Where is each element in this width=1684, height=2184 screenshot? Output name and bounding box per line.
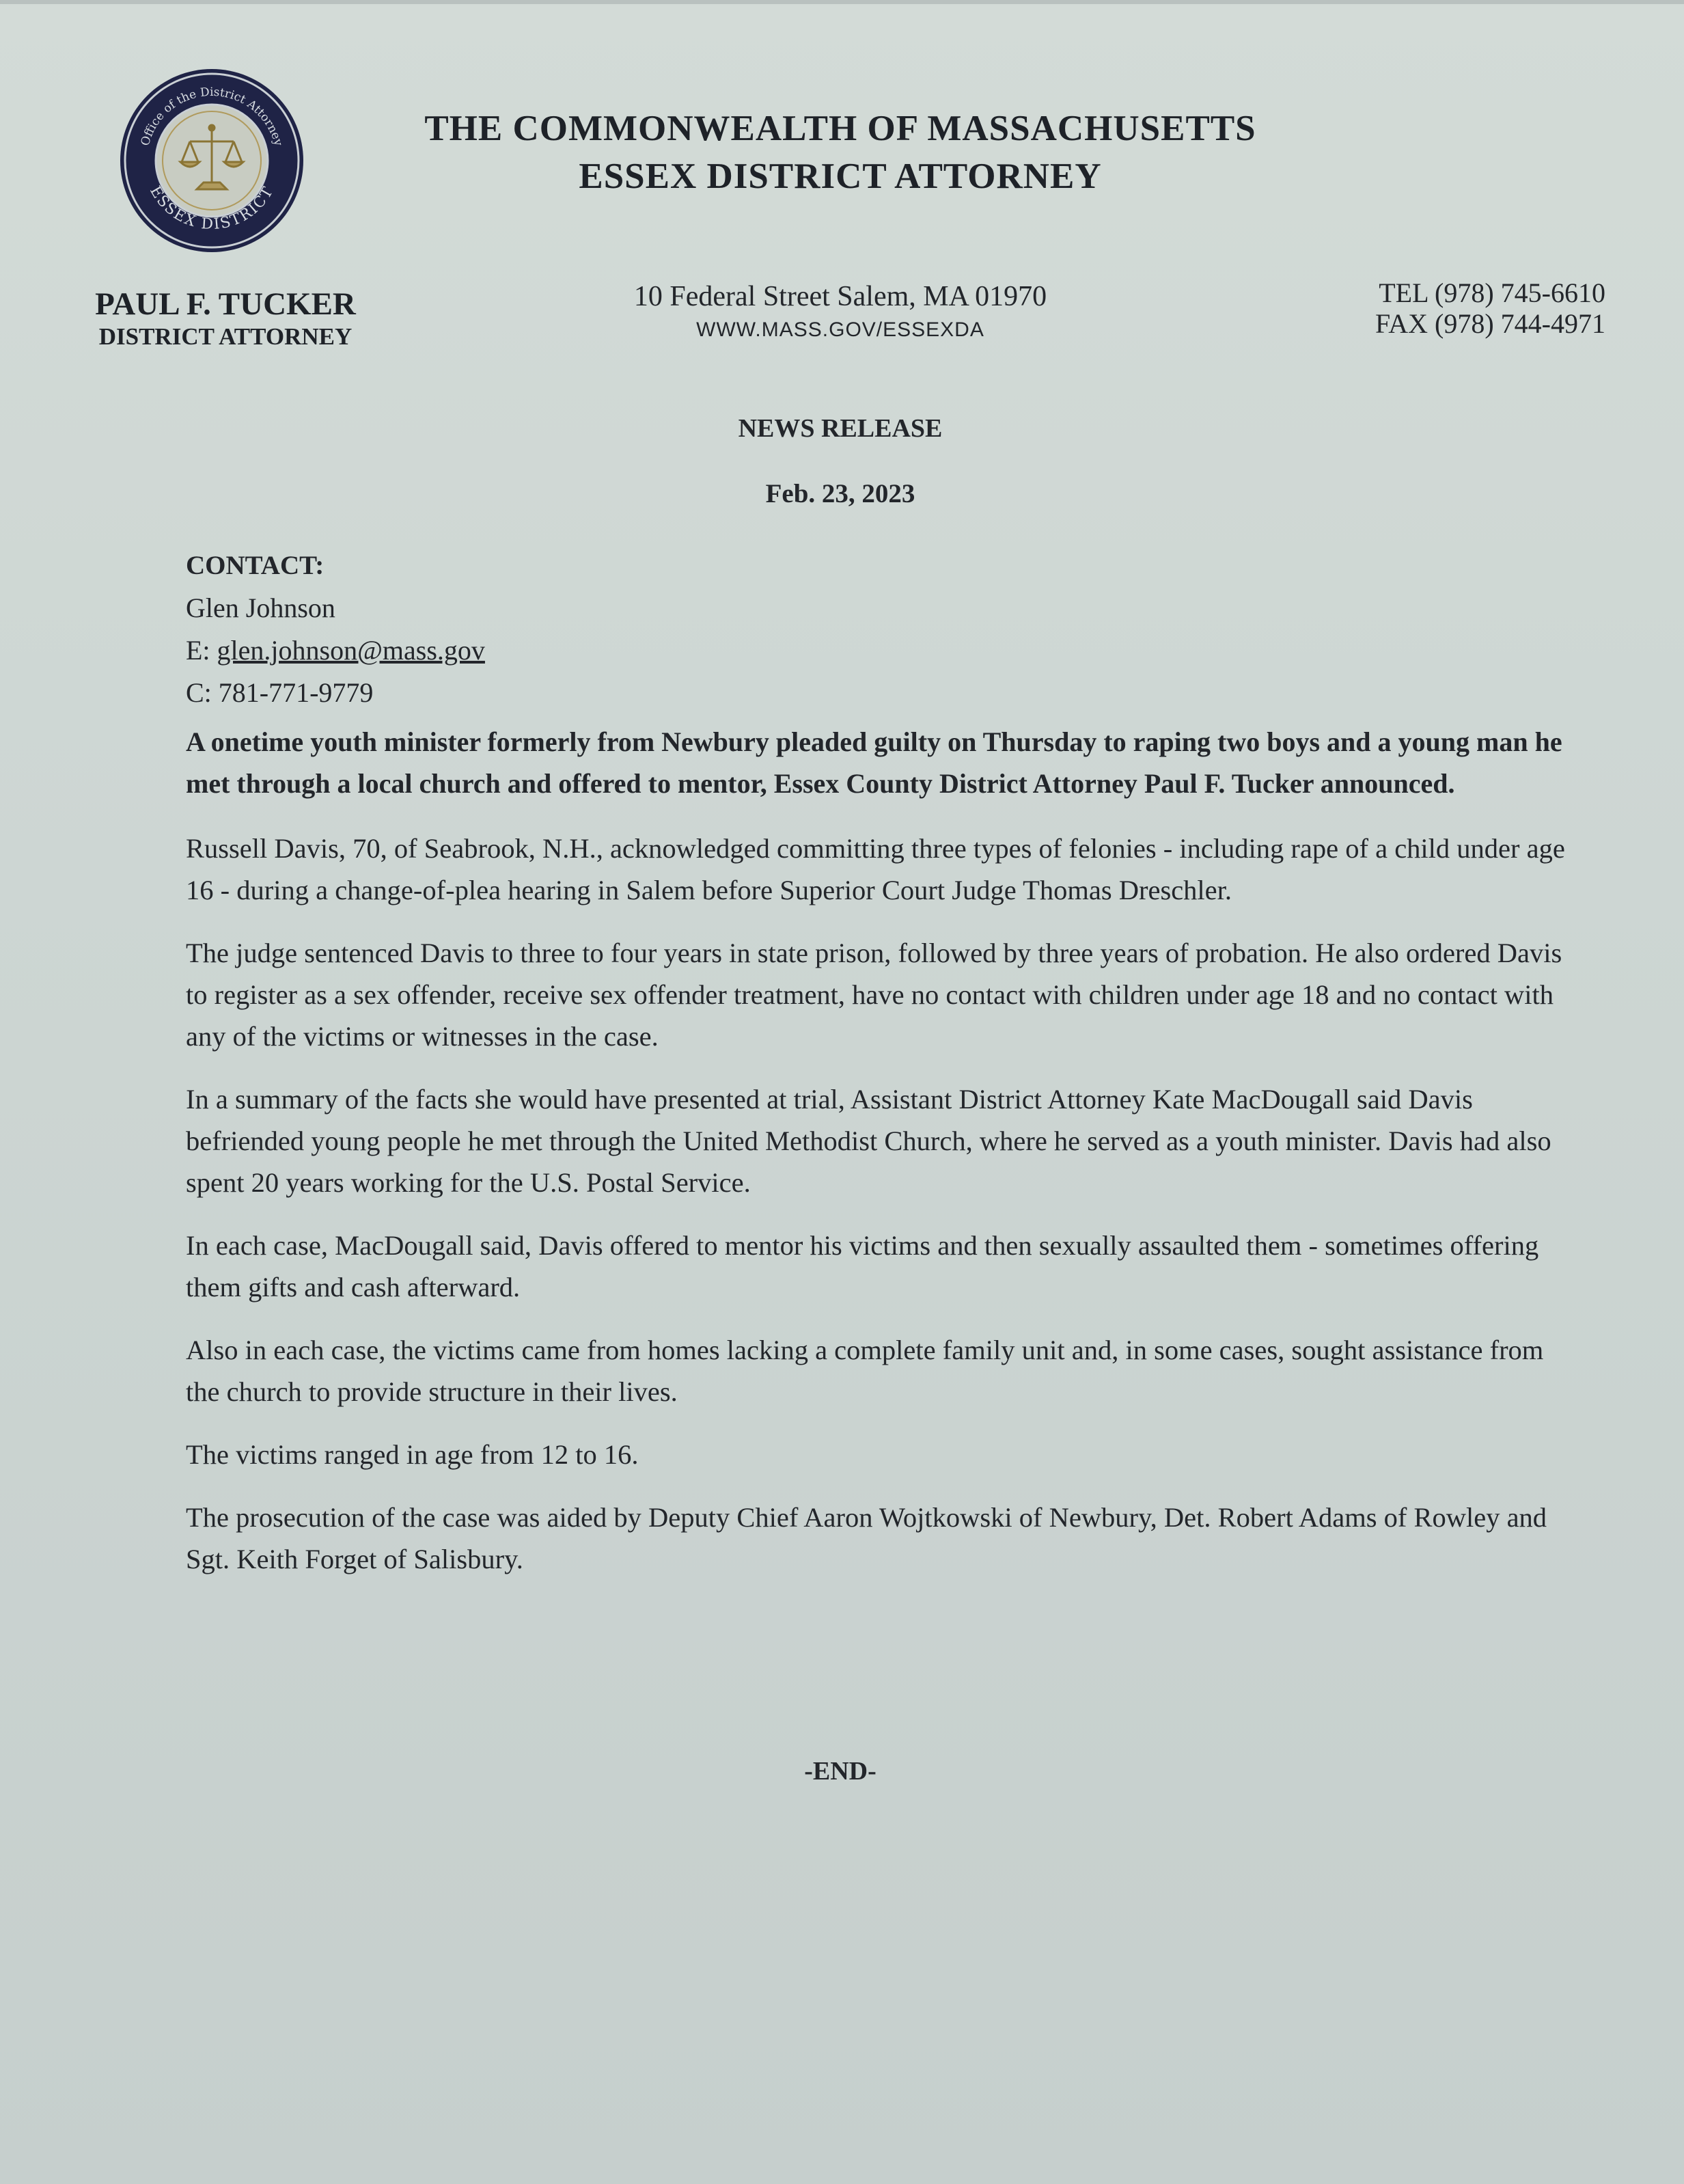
page-top-edge [0,0,1684,4]
body-paragraph: Also in each case, the victims came from homes lacking a complete family unit and, in some cases, sought assistance from the church to provide structure in their lives. [186,1335,1544,1407]
contact-email-link[interactable]: glen.johnson@mass.gov [217,635,485,666]
letterhead-title: THE COMMONWEALTH OF MASSACHUSETTS [424,109,1256,148]
release-body [186,721,1566,1601]
essex-district-seal-logo [116,65,307,256]
body-paragraph: The victims ranged in age from 12 to 16. [186,1439,639,1470]
office-fax: FAX (978) 744-4971 [1375,308,1605,339]
office-telephone: TEL (978) 745-6610 [1379,277,1605,308]
district-attorney-title: DISTRICT ATTORNEY [98,323,353,350]
body-paragraph: In each case, MacDougall said, Davis offered to mentor his victims and then sexually assaulted them - sometimes offering them gifts and cash afterward. [186,1230,1539,1302]
contact-email-line [186,629,1006,672]
contact-block [186,545,1006,714]
svg-text:Office of the District Attorne: Office of the District Attorney [138,85,286,148]
contact-email-prefix: E: [186,635,217,666]
release-date: Feb. 23, 2023 [765,479,915,508]
letterhead-subtitle: ESSEX DISTRICT ATTORNEY [579,156,1102,196]
contact-label: CONTACT: [186,551,325,580]
body-paragraph: The judge sentenced Davis to three to four years in state prison, followed by three years of probation. He also ordered Davis to register as a sex offender, receive sex offender treatment, have no contact with children under age 18 and no contact with any of the victims or witnesses in the case. [186,938,1562,1052]
news-release-label: NEWS RELEASE [738,414,943,443]
body-paragraph: In a summary of the facts she would have presented at trial, Assistant District Attorney Kate MacDougall said Davis befriended young people he met through the United Methodist Church, where he served as a youth minister. Davis had also spent 20 years working for the U.S. Postal Service. [186,1084,1551,1198]
body-paragraph: The prosecution of the case was aided by Deputy Chief Aaron Wojtkowski of Newbury, Det. Robert Adams of Rowley and Sgt. Keith Forget of Salisbury. [186,1502,1547,1574]
district-attorney-name: PAUL F. TUCKER [95,286,356,322]
contact-name: Glen Johnson [186,592,335,623]
end-marker: -END- [804,1757,876,1786]
office-website: WWW.MASS.GOV/ESSEXDA [696,318,984,341]
body-paragraph: Russell Davis, 70, of Seabrook, N.H., acknowledged committing three types of felonies - including rape of a child under age 16 - during a change-of-plea hearing in Salem before Superior Court Judge Thomas Dreschler. [186,833,1565,905]
svg-text:ESSEX DISTRICT: ESSEX DISTRICT [146,183,277,234]
lead-paragraph: A onetime youth minister formerly from Newbury pleaded guilty on Thursday to raping two boys and a young man he met through a local church and offered to mentor, Essex County District Attorney Paul F. Tucker announced. [186,726,1562,799]
contact-phone: C: 781-771-9779 [186,677,374,708]
office-address: 10 Federal Street Salem, MA 01970 [633,281,1047,312]
